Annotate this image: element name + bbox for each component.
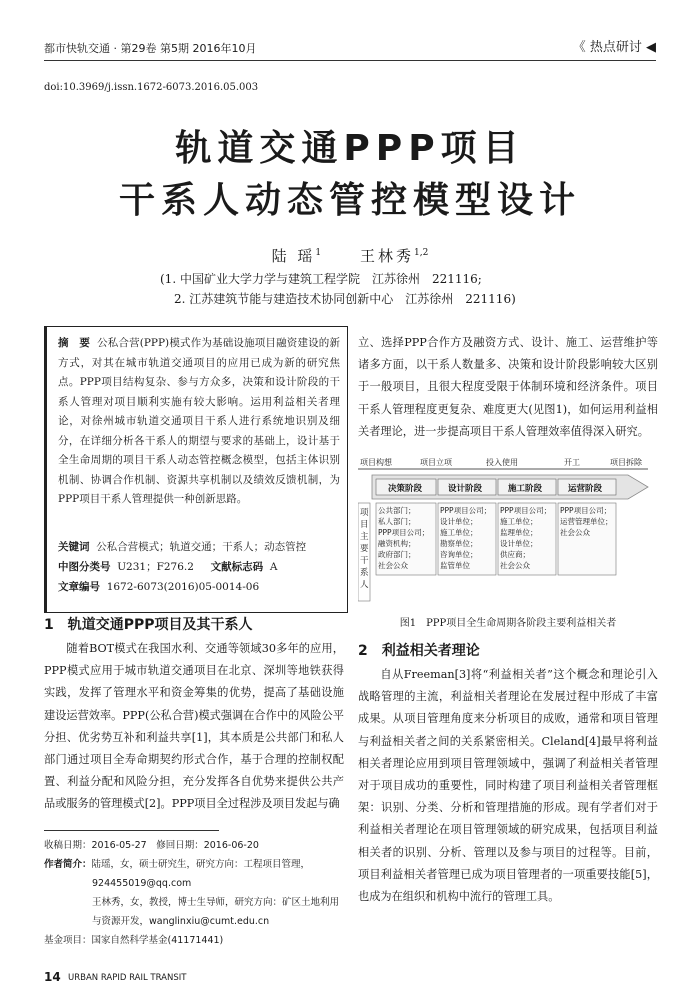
author-1-sup: 1 — [315, 248, 322, 258]
running-header-journal: 都市快轨交通 · 第29卷 第5期 2016年10月 — [44, 42, 257, 55]
side-label-char: 系 — [360, 568, 369, 578]
stakeholder-item: 公共部门； — [378, 506, 416, 515]
article-no-row — [58, 579, 259, 594]
author-1-intro: 陆瑶，女，硕士研究生，研究方向：工程项目管理， — [91, 859, 311, 870]
affiliation-2: 2. 江苏建筑节能与建造技术协同创新中心 江苏徐州 221116) — [174, 292, 516, 306]
keywords-row — [58, 539, 306, 554]
phase-label: 决策阶段 — [388, 484, 423, 494]
stakeholder-item: 施工单位； — [440, 528, 478, 537]
stakeholder-item: 勘察单位； — [440, 539, 478, 548]
stakeholder-item: 社会公众 — [560, 528, 590, 537]
fund: 基金项目：国家自然科学基金(41171441) — [44, 935, 224, 946]
header-divider — [44, 60, 656, 61]
footnotes — [44, 836, 344, 950]
abstract — [58, 334, 340, 510]
running-header-section: 《 热点研讨 ◀ — [572, 40, 656, 55]
right-column-paragraph: 立、选择PPP合作方及融资方式、设计、施工、运营维护等诸多方面，以干系人数量多、决策和设计阶段影响较大区别于一般项目，且很大程度受限于体制环境和经济条件。项目干系人管理程度更复杂、难度更大(见图1)，如何运用利益相关者理论，进一步提高项目干系人管理效率值得深入研究。 — [358, 336, 658, 438]
milestone-label: 投入使用 — [486, 458, 518, 467]
stakeholder-item: 社会公众 — [378, 561, 408, 570]
author-intro-label: 作者简介： — [44, 859, 92, 870]
keywords: 公私合营模式；轨道交通；干系人；动态管控 — [96, 541, 307, 553]
stakeholder-item: PPP项目公司； — [440, 506, 492, 515]
stakeholder-item: PPP项目公司； — [378, 528, 430, 537]
stakeholder-item: 运营管理单位； — [560, 517, 613, 526]
phase-label: 运营阶段 — [568, 484, 603, 494]
stakeholder-item: 施工单位； — [500, 517, 538, 526]
abstract-text: 公私合营(PPP)模式作为基础设施项目融资建设的新方式，对其在城市轨道交通项目的应用已成为新的研究焦点。PPP项目结构复杂、参与方众多，决策和设计阶段的干系人管理对项目顺利实施有较大影响。运用利益相关者理论，对徐州城市轨道交通项目干系人进行系统地识别及细分，在详细分析各干系人的期望与要求的基础上，设计基于全生命周期的项目干系人动态管控概念模型，包括主体识别机制、协调合作机制、资源共享机制以及绩效反馈机制，为PPP项目干系人管理提供一种创新思路。 — [58, 337, 340, 505]
stakeholder-item: 监管单位 — [440, 561, 470, 570]
side-label-char: 主 — [360, 532, 369, 542]
author-2-intro-cont: 与资源开发，wanglinxiu@cumt.edu.cn — [92, 916, 270, 927]
milestone-label: 开工 — [564, 458, 580, 467]
abstract-label: 摘 要 — [58, 337, 91, 349]
figure-1-caption: 图1 PPP项目全生命周期各阶段主要利益相关者 — [399, 618, 617, 629]
stakeholder-item: PPP项目公司； — [500, 506, 552, 515]
phase-label: 设计阶段 — [448, 484, 483, 494]
section-2-paragraph: 自从Freeman[3]将“利益相关者”这个概念和理论引入战略管理的主流，利益相关者理论在发展过程中形成了丰富成果。从项目管理角度来分析项目的成败，通常和项目管理与利益相关者之间的关系紧密相关。Cleland[4]最早将利益相关者理论应用到项目管理领域中，强调了利益相关者管理对于项目成功的重要性，同时构建了项目利益相关者管理框架：识别、分类、分析和管理措施的形成。现有学者们对于利益相关者理论在项目管理领域的研究成果，包括项目利益相关者的识别、分析、管理以及参与项目的过程等。目前，项目利益相关者管理已成为项目管理者的一项重要技能[5]，也成为在组织和机构中流行的管理工具。 — [358, 668, 658, 904]
figure-1-lifecycle-diagram — [358, 455, 658, 605]
side-label-char: 干 — [360, 556, 369, 566]
author-1-email: 924455019@qq.com — [92, 878, 192, 889]
article-no: 1672-6073(2016)05-0014-06 — [106, 581, 260, 593]
stakeholder-item: 融资机构； — [378, 539, 416, 548]
author-2-sup: 1,2 — [414, 248, 429, 258]
side-label-char: 项 — [360, 508, 369, 518]
stakeholder-item: 监理单位； — [500, 528, 538, 537]
footnote-divider — [44, 830, 219, 831]
stakeholder-item: PPP项目公司； — [560, 506, 612, 515]
section-1-heading: 1 轨道交通PPP项目及其干系人 — [44, 617, 253, 633]
journal-english-name: URBAN RAPID RAIL TRANSIT — [68, 973, 187, 983]
milestone-label: 项目构想 — [360, 458, 392, 467]
milestone-label: 项目立项 — [420, 458, 452, 467]
page-number: 14 — [44, 970, 61, 984]
stakeholder-item: 社会公众 — [500, 561, 530, 570]
stakeholder-item: 设计单位； — [440, 517, 478, 526]
stakeholder-item: 政府部门； — [378, 550, 416, 559]
affiliation-1: (1. 中国矿业大学力学与建筑工程学院 江苏徐州 221116; — [160, 272, 482, 286]
doc-code-label: 文献标志码 — [210, 561, 264, 573]
stakeholder-item: 供应商； — [500, 550, 530, 559]
side-label-char: 目 — [360, 520, 369, 530]
section-2-heading: 2 利益相关者理论 — [358, 643, 480, 659]
stakeholder-item: 设计单位； — [500, 539, 538, 548]
doc-code: A — [269, 561, 278, 573]
side-label-char: 要 — [360, 544, 369, 554]
section-1-paragraph: 随着BOT模式在我国水利、交通等领域30多年的应用，PPP模式应用于城市轨道交通项目在北京、深圳等地铁获得实践，发挥了管理水平和资金筹集的优势，提高了基础设施建设运营效率。PPP(公私合营)模式强调在合作中的风险公平分担、优劣势互补和利益共享[1]，其本质是公共部门和私人部门通过项目全寿命期契约形式合作，基于合理的控制权配置、利益分配和风险分担，充分发挥各自优势来提供公共产品或服务的管理模式[2]。PPP项目全过程涉及项目发起与确 — [44, 642, 344, 811]
author-intro — [44, 855, 344, 874]
title-line-1: 轨道交通PPP项目 — [175, 128, 525, 169]
keywords-label: 关键词 — [58, 541, 90, 553]
authors — [0, 245, 700, 266]
clc-label: 中图分类号 — [58, 561, 111, 573]
received-date: 收稿日期：2016-05-27 修回日期：2016-06-20 — [44, 840, 259, 851]
clc: U231；F276.2 — [117, 561, 194, 573]
author-2-intro: 王林秀，女，教授，博士生导师，研究方向：矿区土地利用 — [92, 897, 340, 908]
phase-label: 施工阶段 — [508, 484, 543, 494]
author-2: 王林秀 — [360, 247, 415, 265]
article-no-label: 文章编号 — [58, 581, 100, 593]
side-label-char: 人 — [360, 580, 369, 590]
side-label — [360, 508, 369, 590]
title-line-2: 干系人动态管控模型设计 — [118, 180, 581, 221]
author-1: 陆 瑶 — [271, 247, 316, 265]
doi: doi:10.3969/j.issn.1672-6073.2016.05.003 — [44, 82, 259, 93]
stakeholder-item: 私人部门； — [378, 517, 416, 526]
clc-row — [58, 559, 277, 574]
stakeholder-item: 咨询单位； — [440, 550, 478, 559]
milestone-label: 项目拆除 — [610, 458, 642, 467]
